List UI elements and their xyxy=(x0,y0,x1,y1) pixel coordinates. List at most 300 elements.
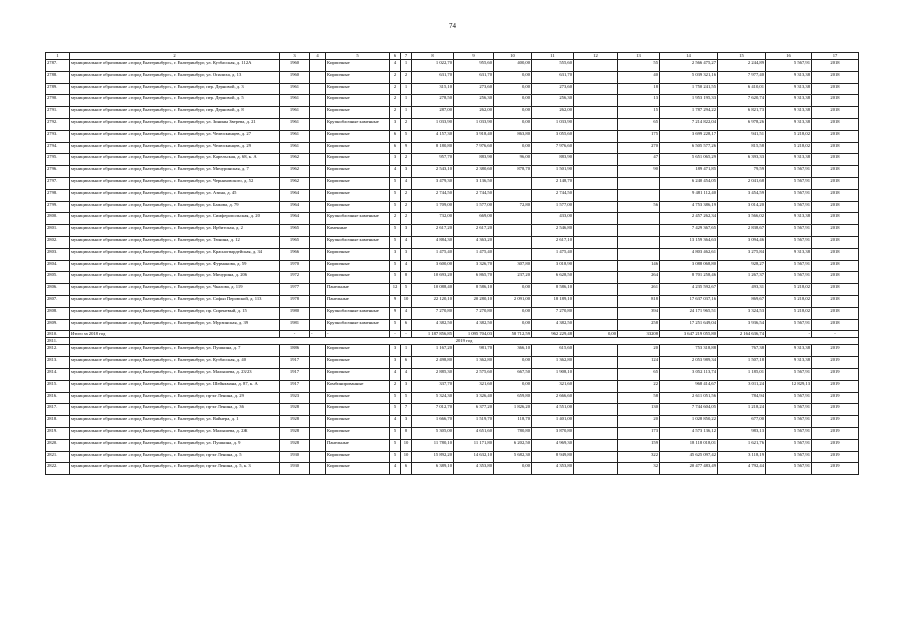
cell-repair-year: 2018 xyxy=(812,272,859,284)
table-row xyxy=(46,345,859,357)
cell-entrances: 2 xyxy=(401,189,412,201)
cell-year-reconstruction xyxy=(310,177,326,189)
cell-cost-limit: 9 313,38 xyxy=(766,118,812,130)
cell-residents: 55 xyxy=(618,60,660,72)
cell-year-reconstruction xyxy=(310,260,326,272)
cell-col-12 xyxy=(574,177,618,189)
cell-year-reconstruction xyxy=(310,404,326,416)
cell-repair-cost: 5 651 065,29 xyxy=(660,154,718,166)
cell-cost-per-sqm: 983,13 xyxy=(718,427,766,439)
cell-num: 2796. xyxy=(46,166,70,178)
cell-cost-limit: 5 218,02 xyxy=(766,295,812,307)
cell-cost-limit: 5 567,91 xyxy=(766,368,812,380)
cell-premises-area: 4 353,80 xyxy=(454,463,494,475)
cell-address: муниципальное образование «город Екатеринбург», г. Екатеринбург, пер. Дерновой, д. 8 xyxy=(70,107,280,119)
cell-residents: 33208 xyxy=(618,331,660,338)
cell-year-built: 1930 xyxy=(280,451,310,463)
cell-address: муниципальное образование «город Екатеринбург», г. Екатеринбург, ул. Зинины Зверева, д. 21 xyxy=(70,118,280,130)
cell-repair-cost: 968 414,67 xyxy=(660,380,718,392)
cell-entrances: 6 xyxy=(401,357,412,369)
cell-cost-per-sqm: 3 324,53 xyxy=(718,307,766,319)
cell-repair-cost: 6 505 577,26 xyxy=(660,142,718,154)
cell-year-built: 1961 xyxy=(280,83,310,95)
cell-entrances: 2 xyxy=(401,118,412,130)
cell-address: муниципальное образование «город Екатеринбург», г. Екатеринбург, ул. Мичурина, д. 206 xyxy=(70,272,280,284)
cell-col-12 xyxy=(574,95,618,107)
cell-col-12 xyxy=(574,284,618,296)
cell-residential-area: 7 270,80 xyxy=(532,307,574,319)
cell-address: муниципальное образование «город Екатеринбург», г. Екатеринбург, ул. Челюскинцев, д. 29 xyxy=(70,142,280,154)
cell-wall-material: Кирпичные xyxy=(326,427,390,439)
cell-wall-material: Панельные xyxy=(326,439,390,451)
cell-year-reconstruction xyxy=(310,71,326,83)
cell-repair-year: 2019 xyxy=(812,427,859,439)
cell-nonresidential-area xyxy=(494,236,532,248)
cell-total-area: 7 270,80 xyxy=(412,307,454,319)
cell-repair-year: 2018 xyxy=(812,236,859,248)
cell-total-area: 1 709,00 xyxy=(412,201,454,213)
cell-year-built: 1962 xyxy=(280,154,310,166)
cell-address: Итого за 2018 год xyxy=(70,331,280,338)
year-row xyxy=(46,338,859,345)
cell-premises-area: 2 575,60 xyxy=(454,368,494,380)
cell-premises-area: 2 617,20 xyxy=(454,225,494,237)
cell-year-reconstruction xyxy=(310,451,326,463)
cell-year-reconstruction xyxy=(310,118,326,130)
cell-cost-limit: 5 567,91 xyxy=(766,439,812,451)
cell-num: 2815. xyxy=(46,380,70,392)
cell-wall-material: Кирпичные xyxy=(326,166,390,178)
cell-wall-material: Кирпичные xyxy=(326,95,390,107)
cell-total-area: 287,00 xyxy=(412,107,454,119)
cell-nonresidential-area: 667,50 xyxy=(494,368,532,380)
cell-repair-cost: 189 471,85 xyxy=(660,166,718,178)
cell-premises-area: 955,60 xyxy=(454,60,494,72)
cell-residents: 65 xyxy=(618,368,660,380)
cell-total-area: 278,50 xyxy=(412,95,454,107)
cell-residential-area: 883,90 xyxy=(532,154,574,166)
cell-residential-area: 4 382,50 xyxy=(532,319,574,331)
cell-repair-cost: 2 457 262,34 xyxy=(660,213,718,225)
cell-entrances: 6 xyxy=(401,319,412,331)
cell-year-built: 1960 xyxy=(280,71,310,83)
cell-repair-cost: 18 118 018,01 xyxy=(660,439,718,451)
cell-entrances: 4 xyxy=(401,236,412,248)
cell-floors: 4 xyxy=(390,166,401,178)
cell-entrances: 1 xyxy=(401,107,412,119)
cell-nonresidential-area: 307,80 xyxy=(494,260,532,272)
cell-year-reconstruction xyxy=(310,368,326,380)
cell-residential-area: 4 969,30 xyxy=(532,439,574,451)
cell-repair-cost: 3 699 228,17 xyxy=(660,130,718,142)
cell-wall-material: Кирпичные xyxy=(326,357,390,369)
cell-residents: 394 xyxy=(618,307,660,319)
cell-cost-limit: 5 567,91 xyxy=(766,272,812,284)
cell-year-built: 1928 xyxy=(280,416,310,428)
cell-residential-area: 6 628,50 xyxy=(532,272,574,284)
cell-repair-cost: 3 052 113,74 xyxy=(660,368,718,380)
cell-floors: 2 xyxy=(390,213,401,225)
cell-premises-area: 631,70 xyxy=(454,71,494,83)
cell-premises-area: 6 865,70 xyxy=(454,272,494,284)
cell-nonresidential-area: 96,00 xyxy=(494,154,532,166)
cell-premises-area: 256,30 xyxy=(454,95,494,107)
cell-premises-area: 14 632,10 xyxy=(454,451,494,463)
cell-residential-area: 3 018,90 xyxy=(532,260,574,272)
cell-year-built: 1980 xyxy=(280,307,310,319)
cell-repair-year: 2019 xyxy=(812,380,859,392)
cell-residential-area: 2 148,70 xyxy=(532,177,574,189)
cell-residential-area: 273,60 xyxy=(532,83,574,95)
cell-repair-cost: 5 039 321,16 xyxy=(660,71,718,83)
cell-col-12 xyxy=(574,213,618,225)
cell-residents: 32 xyxy=(618,463,660,475)
cell-residential-area: 256,30 xyxy=(532,95,574,107)
cell-num: 2799. xyxy=(46,201,70,213)
cell-cost-per-sqm: 3 094,46 xyxy=(718,236,766,248)
cell-nonresidential-area: 0,00 xyxy=(494,319,532,331)
cell-repair-year: 2018 xyxy=(812,142,859,154)
cell-floors: 4 xyxy=(390,368,401,380)
cell-residential-area: 3 870,80 xyxy=(532,427,574,439)
cell-cost-limit: 5 567,91 xyxy=(766,427,812,439)
cell-floors: 5 xyxy=(390,392,401,404)
cell-repair-year: 2018 xyxy=(812,260,859,272)
cell-year-reconstruction xyxy=(310,236,326,248)
cell-col-12 xyxy=(574,368,618,380)
cell-year-reconstruction xyxy=(310,439,326,451)
cell-year-reconstruction xyxy=(310,392,326,404)
cell-repair-cost: 24 171 965,51 xyxy=(660,307,718,319)
table-row xyxy=(46,130,859,142)
cell-cost-limit: 5 567,91 xyxy=(766,404,812,416)
cell-repair-cost: 2 566 475,27 xyxy=(660,60,718,72)
cell-col-12 xyxy=(574,319,618,331)
cell-year-built: 1961 xyxy=(280,118,310,130)
cell-num: 2809. xyxy=(46,319,70,331)
cell-col-12 xyxy=(574,380,618,392)
cell-premises-area: 1 095 704,03 xyxy=(454,331,494,338)
cell-floors: 5 xyxy=(390,260,401,272)
cell-col-12: 12 xyxy=(574,53,618,60)
cell-total-area: 4 884,30 xyxy=(412,236,454,248)
cell-nonresidential-area: 2 091,00 xyxy=(494,295,532,307)
cell-wall-material: Крупноблочные каменные xyxy=(326,213,390,225)
cell-repair-cost: 1 787 294,22 xyxy=(660,107,718,119)
cell-repair-cost: 753 318,88 xyxy=(660,345,718,357)
table-row xyxy=(46,463,859,475)
cell-num: 2822. xyxy=(46,463,70,475)
cell-residential-area: 631,70 xyxy=(532,71,574,83)
cell-premises-area: 9 xyxy=(454,53,494,60)
cell-entrances: 1 xyxy=(401,83,412,95)
cell-wall-material: Кирпичные xyxy=(326,83,390,95)
cell-year-built: 3 xyxy=(280,53,310,60)
cell-residents xyxy=(618,213,660,225)
cell-cost-limit: 5 567,91 xyxy=(766,166,812,178)
cell-residential-area: 1 362,80 xyxy=(532,357,574,369)
cell-address: муниципальное образование «город Екатеринбург», г. Екатеринбург, ул. Бажова, д. 79 xyxy=(70,201,280,213)
table-row xyxy=(46,118,859,130)
cell-repair-cost: 6 240 454,05 xyxy=(660,177,718,189)
cell-entrances: 2 xyxy=(401,154,412,166)
cell-repair-year: 2018 xyxy=(812,201,859,213)
cell-repair-cost: 7 429 367,65 xyxy=(660,225,718,237)
cell-wall-material: Каменные xyxy=(326,225,390,237)
cell-floors: 12 xyxy=(390,284,401,296)
cell-repair-year: 2019 xyxy=(812,416,859,428)
cell-entrances: 7 xyxy=(401,53,412,60)
cell-repair-cost: 13 159 364,63 xyxy=(660,236,718,248)
cell-num: 2808. xyxy=(46,307,70,319)
cell-repair-cost: 7 744 604,05 xyxy=(660,404,718,416)
cell-cost-per-sqm: 7 620,74 xyxy=(718,95,766,107)
cell-wall-material: - xyxy=(326,331,390,338)
cell-col-12 xyxy=(574,307,618,319)
cell-residential-area: 11 xyxy=(532,53,574,60)
cell-year-reconstruction xyxy=(310,416,326,428)
cell-cost-limit: 5 567,91 xyxy=(766,177,812,189)
cell-wall-material: Кирпичные xyxy=(326,60,390,72)
table-row xyxy=(46,404,859,416)
cell-cost-per-sqm: 928,27 xyxy=(718,260,766,272)
cell-nonresidential-area: 72,80 xyxy=(494,201,532,213)
cell-repair-cost: 45 625 097,42 xyxy=(660,451,718,463)
cell-year-built: 1917 xyxy=(280,380,310,392)
cell-repair-year: 2018 xyxy=(812,166,859,178)
cell-num: 2813. xyxy=(46,357,70,369)
cell-floors: 9 xyxy=(390,295,401,307)
cell-premises-area: 3 918,40 xyxy=(454,130,494,142)
cell-col-12 xyxy=(574,83,618,95)
cell-residents: 15 xyxy=(618,107,660,119)
cell-cost-per-sqm: 3 454,59 xyxy=(718,189,766,201)
cell-residents: 90 xyxy=(618,166,660,178)
cell-total-area: 4 382,50 xyxy=(412,319,454,331)
cell-wall-material: Кирпичные xyxy=(326,451,390,463)
table-row xyxy=(46,439,859,451)
cell-year-reconstruction: - xyxy=(310,331,326,338)
cell-total-area: 4 157,30 xyxy=(412,130,454,142)
cell-entrances: 3 xyxy=(401,166,412,178)
cell-cost-per-sqm: 3 936,54 xyxy=(718,319,766,331)
cell-year-built: 1977 xyxy=(280,284,310,296)
table-row xyxy=(46,416,859,428)
cell-residential-area: 2 546,80 xyxy=(532,225,574,237)
cell-cost-limit: 5 218,02 xyxy=(766,284,812,296)
cell-year-reconstruction xyxy=(310,284,326,296)
cell-nonresidential-area: 10 xyxy=(494,53,532,60)
cell-address: 2 xyxy=(70,53,280,60)
cell-floors: 5 xyxy=(390,272,401,284)
cell-year-reconstruction xyxy=(310,154,326,166)
cell-col-12 xyxy=(574,248,618,260)
cell-total-area: 957,70 xyxy=(412,154,454,166)
cell-cost-per-sqm: 677,00 xyxy=(718,416,766,428)
cell-total-area: 11 780,10 xyxy=(412,439,454,451)
cell-nonresidential-area: 0,00 xyxy=(494,380,532,392)
cell-year-built: - xyxy=(280,331,310,338)
cell-repair-year: 2018 xyxy=(812,95,859,107)
cell-cost-per-sqm: 784,94 xyxy=(718,392,766,404)
cell-entrances: 3 xyxy=(401,225,412,237)
table-row xyxy=(46,201,859,213)
cell-address: муниципальное образование «город Екатеринбург», г. Екатеринбург, ул. Красногвардейская, д. 34 xyxy=(70,248,280,260)
cell-repair-year: 2019 xyxy=(812,404,859,416)
cell-residents: 20 xyxy=(618,416,660,428)
cell-year-built: 1917 xyxy=(280,368,310,380)
cell-floors: 5 xyxy=(390,451,401,463)
cell-cost-per-sqm: 1 507,18 xyxy=(718,357,766,369)
cell-address: муниципальное образование «город Екатеринбург», г. Екатеринбург, пр. Сиреневый, д. 15 xyxy=(70,307,280,319)
cell-col-12 xyxy=(574,295,618,307)
cell-nonresidential-area: 0,00 xyxy=(494,95,532,107)
cell-residents: 13 xyxy=(618,95,660,107)
table-row xyxy=(46,166,859,178)
cell-num: 2803. xyxy=(46,248,70,260)
cell-residential-area: 7 976,60 xyxy=(532,142,574,154)
cell-col-12 xyxy=(574,272,618,284)
cell-entrances: 7 xyxy=(401,404,412,416)
cell-residents: 22 xyxy=(618,380,660,392)
cell-cost-per-sqm: 815,58 xyxy=(718,142,766,154)
cell-floors: 2 xyxy=(390,71,401,83)
cell-premises-area: 3 326,40 xyxy=(454,392,494,404)
header-row xyxy=(46,53,859,60)
cell-year-reconstruction xyxy=(310,213,326,225)
cell-num: 1 xyxy=(46,53,70,60)
cell-cost-per-sqm: 3 275,84 xyxy=(718,248,766,260)
cell-entrances: 2 xyxy=(401,71,412,83)
cell-floors: 5 xyxy=(390,177,401,189)
cell-cost-per-sqm: 941,51 xyxy=(718,130,766,142)
cell-total-area: 22 120,10 xyxy=(412,295,454,307)
cell-premises-area: 11 171,80 xyxy=(454,439,494,451)
cell-num: 2801. xyxy=(46,225,70,237)
cell-repair-year: 2018 xyxy=(812,248,859,260)
cell-cost-limit: 5 218,02 xyxy=(766,142,812,154)
cell-entrances: 4 xyxy=(401,260,412,272)
cell-col-12 xyxy=(574,107,618,119)
cell-wall-material: Кирпичные xyxy=(326,368,390,380)
cell-address: муниципальное образование «город Екатеринбург», г. Екатеринбург, ул. Фурманова, д. 59 xyxy=(70,260,280,272)
cell-cost-per-sqm: 3 011,24 xyxy=(718,380,766,392)
cell-residents: 13 xyxy=(618,53,660,60)
table-row xyxy=(46,107,859,119)
cell-cost-limit: 9 313,38 xyxy=(766,213,812,225)
cell-nonresidential-area: 400,00 xyxy=(494,60,532,72)
cell-residential-area: 18 189,10 xyxy=(532,295,574,307)
cell-repair-year: - xyxy=(812,331,859,338)
cell-wall-material: Кирпичные xyxy=(326,248,390,260)
cell-residential-area: 4 551,00 xyxy=(532,404,574,416)
table-row xyxy=(46,295,859,307)
cell-year-reconstruction: 4 xyxy=(310,53,326,60)
cell-num: 2804. xyxy=(46,260,70,272)
cell-residents: 65 xyxy=(618,118,660,130)
cell-cost-limit: 5 567,91 xyxy=(766,60,812,72)
cell-address: муниципальное образование «город Екатеринбург», г. Екатеринбург, ул. Малышева, д. 23/23 xyxy=(70,368,280,380)
cell-col-12 xyxy=(574,154,618,166)
cell-nonresidential-area: 237,20 xyxy=(494,272,532,284)
cell-entrances: 1 xyxy=(401,95,412,107)
cell-cost-limit: 9 313,38 xyxy=(766,248,812,260)
cell-premises-area: 883,90 xyxy=(454,154,494,166)
cell-year-built: 1961 xyxy=(280,95,310,107)
cell-num: 2805. xyxy=(46,272,70,284)
cell-nonresidential-area: 118,70 xyxy=(494,416,532,428)
table-row xyxy=(46,319,859,331)
cell-col-12 xyxy=(574,142,618,154)
cell-year-reconstruction xyxy=(310,463,326,475)
cell-nonresidential-area: 863,80 xyxy=(494,130,532,142)
cell-residents: 322 xyxy=(618,451,660,463)
cell-year-reconstruction xyxy=(310,142,326,154)
cell-col-12 xyxy=(574,357,618,369)
cell-cost-limit: 5 567,91 xyxy=(766,319,812,331)
cell-address: муниципальное образование «город Екатеринбург», г. Екатеринбург, ул. Пушкина, д. 9 xyxy=(70,439,280,451)
cell-premises-area: 4 382,50 xyxy=(454,319,494,331)
cell-num: 2800. xyxy=(46,213,70,225)
cell-repair-cost: 1 953 195,33 xyxy=(660,95,718,107)
cell-wall-material: Кирпичные xyxy=(326,177,390,189)
cell-address: муниципальное образование «город Екатеринбург», г. Екатеринбург, ул. Тюнина, д. 12 xyxy=(70,236,280,248)
cell-cost-per-sqm: 15 xyxy=(718,53,766,60)
cell-year-built: 1966 xyxy=(280,248,310,260)
cell-floors: - xyxy=(390,331,401,338)
cell-cost-per-sqm: 6 410,01 xyxy=(718,83,766,95)
cell-year-built: 1928 xyxy=(280,404,310,416)
cell-address: муниципальное образование «город Екатеринбург», г. Екатеринбург, пр-кт Ленина, д. 29 xyxy=(70,392,280,404)
cell-total-area: 1 187 856,85 xyxy=(412,331,454,338)
cell-address: муниципальное образование «город Екатеринбург», г. Екатеринбург, ул. Софьи Перовской, д. 113 xyxy=(70,295,280,307)
cell-floors: 5 xyxy=(390,439,401,451)
cell-repair-cost: 17 251 649,04 xyxy=(660,319,718,331)
cell-year-built: 1970 xyxy=(280,260,310,272)
cell-total-area: 3 479,30 xyxy=(412,177,454,189)
cell-nonresidential-area xyxy=(494,177,532,189)
cell-repair-year: 2019 xyxy=(812,392,859,404)
cell-repair-cost: 3 088 068,80 xyxy=(660,260,718,272)
cell-address: муниципальное образование «город Екатеринбург», г. Екатеринбург, пер. Дерновой, д. 3 xyxy=(70,83,280,95)
cell-cost-limit: 9 313,38 xyxy=(766,95,812,107)
cell-residents: 264 xyxy=(618,272,660,284)
cell-address: муниципальное образование «город Екатеринбург», г. Екатеринбург, ул. Карельская, д. 68, к. А xyxy=(70,154,280,166)
cell-repair-cost: 17 637 037,16 xyxy=(660,295,718,307)
cell-cost-limit: 5 218,02 xyxy=(766,130,812,142)
cell-cost-per-sqm: 3 014,20 xyxy=(718,201,766,213)
cell-cost-limit: 12 829,13 xyxy=(766,380,812,392)
cell-wall-material: Крупноблочные каменные xyxy=(326,118,390,130)
cell-floors: 5 xyxy=(390,427,401,439)
cell-address: муниципальное образование «город Екатеринбург», г. Екатеринбург, ул. Малышева, д. 2Ж xyxy=(70,427,280,439)
cell-num: 2802. xyxy=(46,236,70,248)
table-row xyxy=(46,95,859,107)
cell-entrances: 3 xyxy=(401,248,412,260)
cell-premises-area: 1 475,40 xyxy=(454,248,494,260)
year-row-num: 2811. xyxy=(46,338,70,345)
cell-nonresidential-area: 0,00 xyxy=(494,71,532,83)
cell-cost-per-sqm: 2 838,67 xyxy=(718,225,766,237)
cell-num: 2793. xyxy=(46,130,70,142)
cell-year-built: 1928 xyxy=(280,439,310,451)
cell-num: 2795. xyxy=(46,154,70,166)
table-row xyxy=(46,284,859,296)
cell-premises-area: 2 744,50 xyxy=(454,189,494,201)
cell-wall-material: Кирпичные xyxy=(326,142,390,154)
cell-total-area: 6 389,10 xyxy=(412,463,454,475)
year-row-label: 2019 год xyxy=(70,338,859,345)
